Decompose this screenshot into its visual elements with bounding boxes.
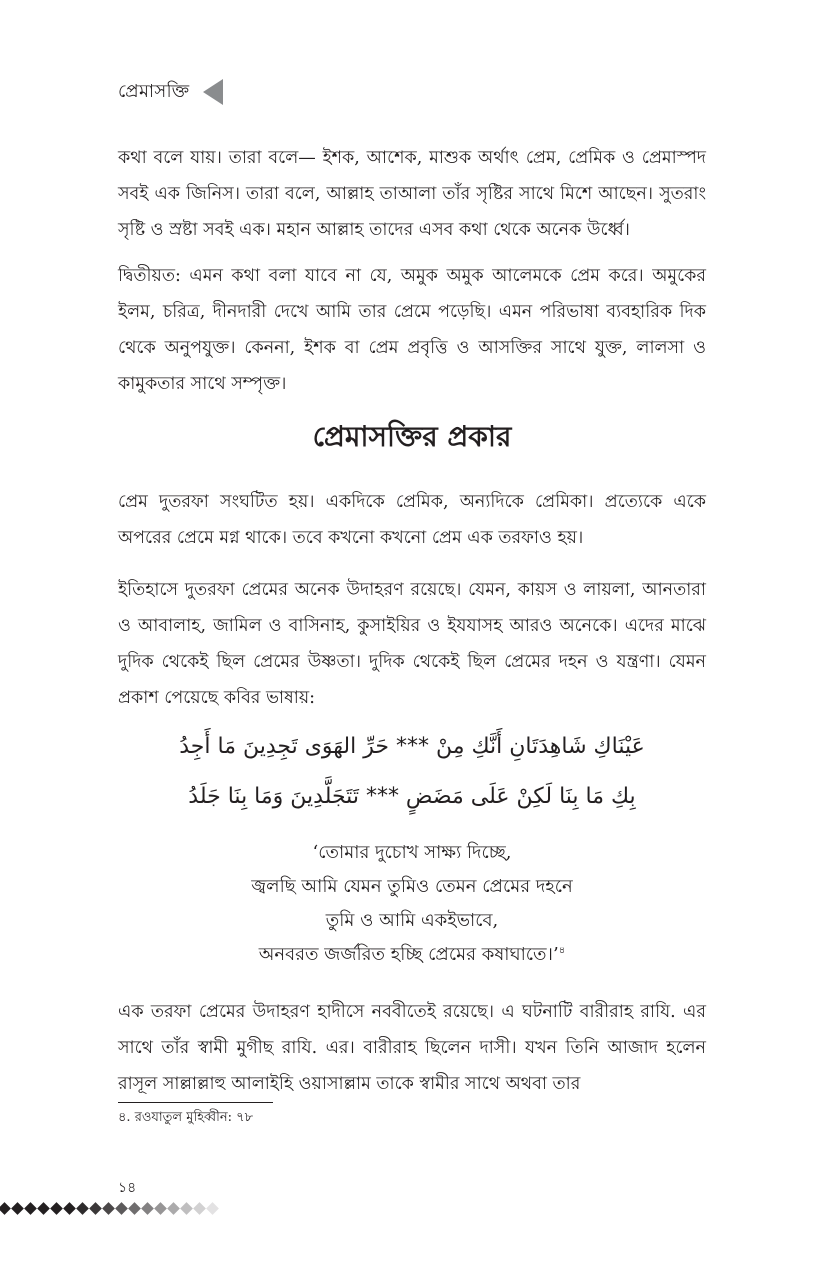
paragraph-5: এক তরফা প্রেমের উদাহরণ হাদীসে নববীতেই রয়েছে। এ ঘটনাটি বারীরাহ রাযি. এর সাথে তাঁর স্বামী মুগীছ রাযি. এর। বারীরাহ ছিলেন দাসী। যখন তিনি আজাদ হলেন রাসূল সাল্লাল্লাহু আলাইহি ওয়াসাল্লাম তাকে স্বামীর সাথে অথবা তার [118,1002,706,1094]
paragraph-1: কথা বলে যায়। তারা বলে— ইশক, আশেক, মাশুক অর্থাৎ প্রেম, প্রেমিক ও প্রেমাস্পদ সবই এক জিনিস। তারা বলে, আল্লাহ তাআলা তাঁর সৃষ্টির সাথে মিশে আছেন। সুতরাং সৃষ্টি ও স্রষ্টা সবই এক। মহান আল্লাহ তাদের এসব কথা থেকে অনেক উর্ধ্বে। [118,148,706,240]
diamond-icon [115,1202,128,1215]
paragraph-3: প্রেম দুতরফা সংঘটিত হয়। একদিকে প্রেমিক, অন্যদিকে প্রেমিকা। প্রত্যেকে একে অপরের প্রেমে মগ্ন থাকে। তবে কখনো কখনো প্রেম এক তরফাও হয়। [118,492,706,548]
verse-line-1: ‘তোমার দুচোখ সাক্ষ্য দিচ্ছে, [312,842,512,863]
running-header [118,72,418,112]
diamond-icon [102,1202,115,1215]
footnote-divider [118,1102,273,1103]
diamond-icon [0,1202,11,1215]
diamond-ornament [0,1198,220,1218]
verse-line-4-text: অনবরত জর্জরিত হচ্ছি প্রেমের কষাঘাতে।’ [258,944,559,965]
diamond-icon [11,1202,24,1215]
diamond-icon [128,1202,141,1215]
diamond-icon [37,1202,50,1215]
bengali-verse [118,836,706,972]
diamond-icon [193,1202,206,1215]
diamond-icon [50,1202,63,1215]
running-header-title: প্রেমাসক্তি [118,80,190,102]
verse-line-2: জ্বলছি আমি যেমন তুমিও তেমন প্রেমের দহনে [251,876,573,897]
triangle-marker-icon [203,79,223,105]
verse-line-4 [118,938,706,972]
diamond-icon [206,1202,219,1215]
paragraph-2: দ্বিতীয়ত: এমন কথা বলা যাবে না যে, অমুক অমুক আলেমকে প্রেম করে। অমুকের ইলম, চরিত্র, দীনদারী দেখে আমি তার প্রেমে পড়েছি। এমন পরিভাষা ব্যবহারিক দিক থেকে অনুপযুক্ত। কেননা, ইশক বা প্রেম প্রবৃত্তি ও আসক্তির সাথে যুক্ত, লালসা ও কামুকতার সাথে সম্পৃক্ত। [118,266,706,394]
diamond-icon [167,1202,180,1215]
page-number: ১৪ [118,1180,137,1196]
paragraph-4: ইতিহাসে দুতরফা প্রেমের অনেক উদাহরণ রয়েছে। যেমন, কায়স ও লায়লা, আনতারা ও আবালাহ, জামিল ও বাসিনাহ, কুসাইয়ির ও ইযযাসহ আরও অনেকে। এদের মাঝে দুদিক থেকেই ছিল প্রেমের উষ্ণতা। দুদিক থেকেই ছিল প্রেমের দহন ও যন্ত্রণা। যেমন প্রকাশ পেয়েছে কবির ভাষায়: [118,580,706,708]
arabic-verse-line-1: عَيْنَاكِ شَاهِدَتَانِ أَنَّكِ مِنْ *** حَرِّ الهَوَى تَجِدِينَ مَا أَجِدُ [179,734,645,759]
verse-line-3: তুমি ও আমি একইভাবে, [325,910,499,931]
footnote-reference[interactable]: ৪ [558,945,566,956]
diamond-icon [24,1202,37,1215]
diamond-icon [141,1202,154,1215]
page-body [118,140,706,1102]
section-heading: প্রেমাসক্তির প্রকার [312,420,512,453]
diamond-icon [154,1202,167,1215]
diamond-icon [180,1202,193,1215]
arabic-verse-line-2: بِكِ مَا بِنَا لَكِنْ عَلَى مَضَضٍ *** تَتَجَلَّدِينَ وَمَا بِنَا جَلَدُ [188,784,636,809]
footnote: ৪. রওযাতুল মুহিব্বীন: ৭৮ [118,1110,254,1125]
diamond-icon [76,1202,89,1215]
diamond-icon [89,1202,102,1215]
diamond-icon [63,1202,76,1215]
